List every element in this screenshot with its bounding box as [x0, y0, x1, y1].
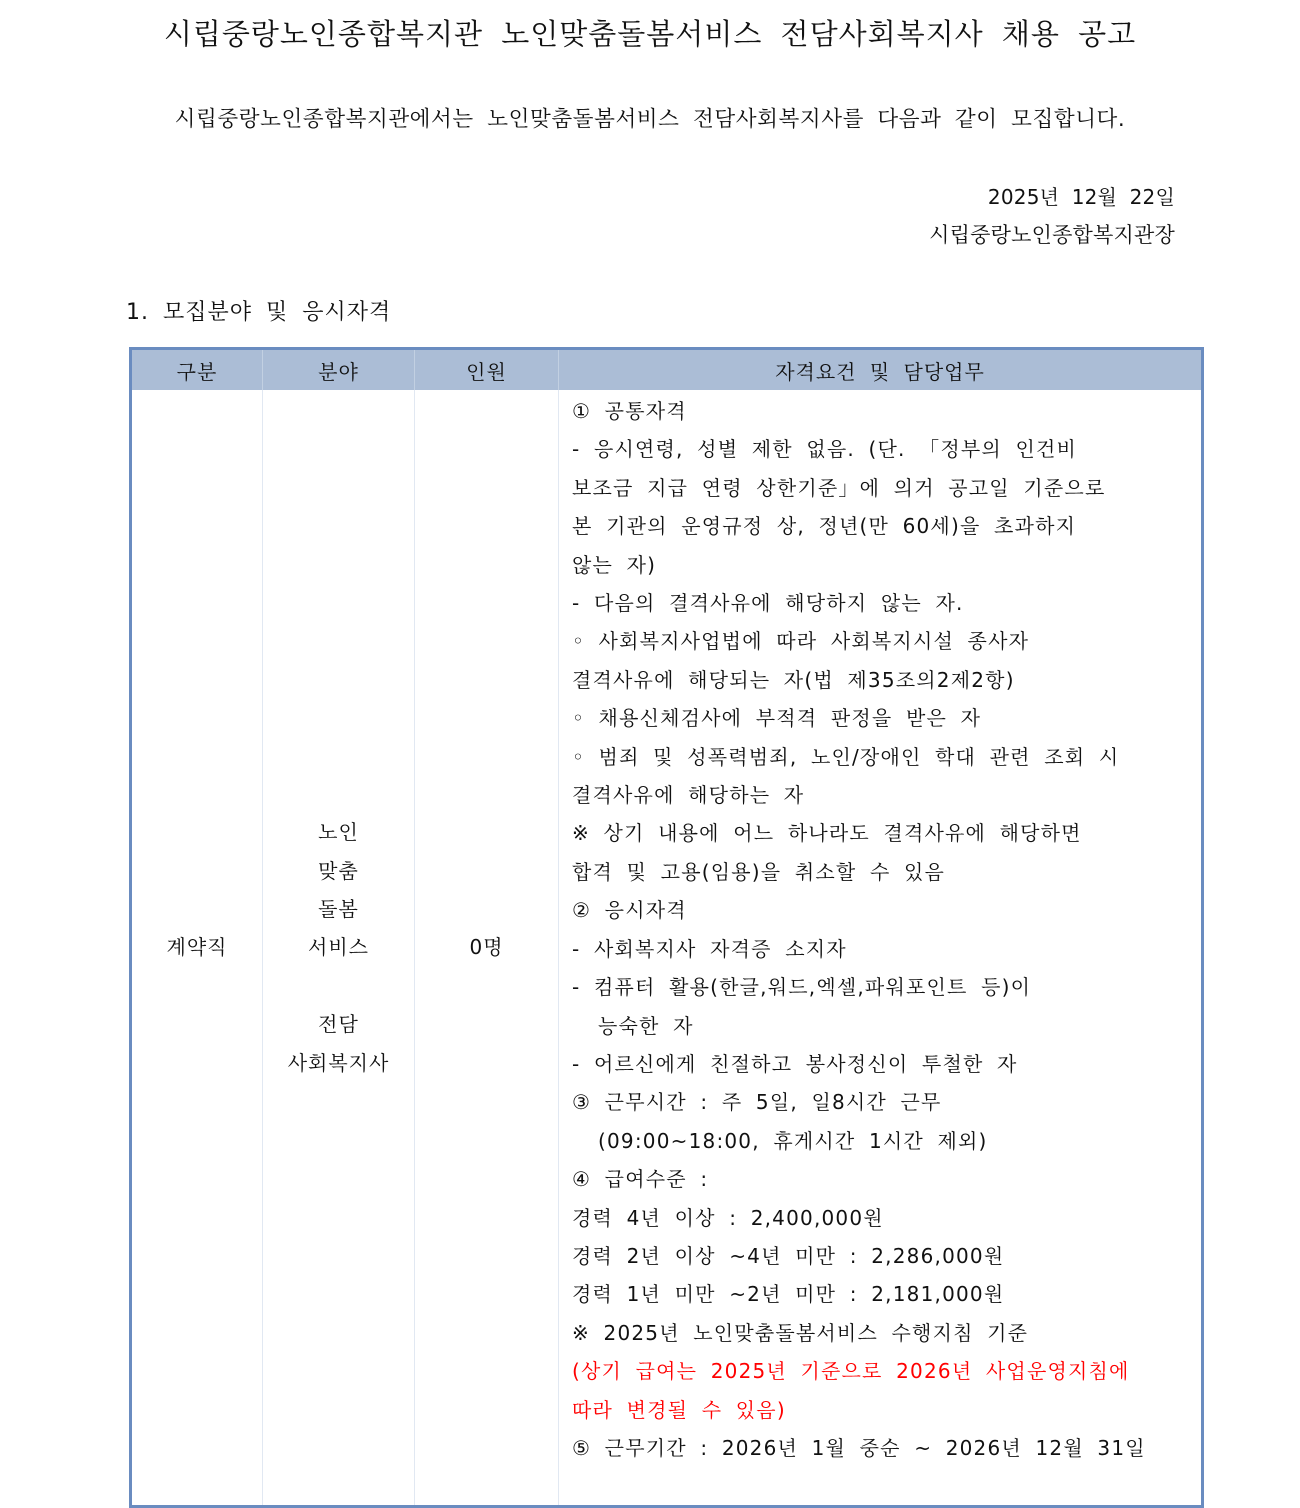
field-line: 노인: [318, 820, 359, 845]
requirement-line: ◦ 사회복지사업법에 따라 사회복지시설 종사자: [572, 629, 1030, 654]
requirement-line: ④ 급여수준 :: [572, 1167, 709, 1192]
field-line: 사회복지사: [287, 1050, 390, 1075]
header-field: 분야: [263, 349, 415, 391]
cell-field: [263, 390, 415, 1507]
requirement-line: 결격사유에 해당하는 자: [572, 783, 805, 808]
table-header-row: [131, 349, 1203, 391]
signer-name: 시립중랑노인종합복지관장: [929, 223, 1175, 247]
requirement-line: ◦ 채용신체검사에 부적격 판정을 받은 자: [572, 706, 982, 731]
document-title: 시립중랑노인종합복지관 노인맞춤돌봄서비스 전담사회복지사 채용 공고: [163, 17, 1137, 51]
requirement-line: ◦ 범죄 및 성폭력범죄, 노인/장애인 학대 관련 조회 시: [572, 744, 1120, 769]
requirement-line: 본 기관의 운영규정 상, 정년(만 60세)을 초과하지: [572, 514, 1077, 539]
requirement-line: - 컴퓨터 활용(한글,워드,엑셀,파워포인트 등)이: [572, 975, 1032, 1000]
announcement-date: 2025년 12월 22일: [987, 185, 1175, 209]
requirement-line: - 응시연령, 성별 제한 없음. (단. 「정부의 인건비: [572, 437, 1078, 462]
intro-text: 시립중랑노인종합복지관에서는 노인맞춤돌봄서비스 전담사회복지사를 다음과 같이 모집합니다.: [174, 107, 1126, 132]
table-row: [131, 390, 1203, 1507]
requirement-line: 경력 1년 미만 ~2년 미만 : 2,181,000원: [572, 1282, 1005, 1307]
requirement-line: 합격 및 고용(임용)을 취소할 수 있음: [572, 859, 946, 884]
recruitment-table: [129, 347, 1204, 1508]
salary-notice-line: (상기 급여는 2025년 기준으로 2026년 사업운영지침에: [572, 1359, 1130, 1384]
requirement-line: - 다음의 결격사유에 해당하지 않는 자.: [572, 591, 964, 616]
requirement-line: - 어르신에게 친절하고 봉사정신이 투철한 자: [572, 1051, 1018, 1076]
cell-headcount: 0명: [415, 390, 559, 1507]
requirement-line: (09:00~18:00, 휴게시간 1시간 제외): [598, 1128, 988, 1153]
requirement-line: 않는 자): [572, 552, 657, 577]
requirement-line: ② 응시자격: [572, 898, 687, 923]
field-lines: [263, 813, 414, 1082]
requirement-line: ③ 근무시간 : 주 5일, 일8시간 근무: [572, 1090, 942, 1115]
requirement-line: 결격사유에 해당되는 자(법 제35조의2제2항): [572, 667, 1015, 692]
field-line: 맞춤: [318, 858, 359, 883]
field-line: 돌봄: [318, 897, 359, 922]
requirement-line: - 사회복지사 자격증 소지자: [572, 936, 847, 961]
requirement-line: 경력 4년 이상 : 2,400,000원: [572, 1205, 884, 1230]
salary-notice-line: 따라 변경될 수 있음): [572, 1397, 786, 1422]
requirement-line: 능숙한 자: [598, 1013, 694, 1038]
requirement-line: ① 공통자격: [572, 399, 687, 423]
requirement-line: ※ 상기 내용에 어느 하나라도 결격사유에 해당하면: [572, 821, 1082, 846]
header-category: 구분: [131, 349, 263, 391]
cell-requirements: [559, 390, 1203, 1507]
requirement-line: ※ 2025년 노인맞춤돌봄서비스 수행지침 기준: [572, 1320, 1029, 1345]
header-requirements: 자격요건 및 담당업무: [559, 349, 1203, 391]
requirement-line: ⑤ 근무기간 : 2026년 1월 중순 ~ 2026년 12월 31일: [572, 1435, 1146, 1460]
section-heading: 1. 모집분야 및 응시자격: [126, 300, 392, 325]
requirement-line: 경력 2년 이상 ~4년 미만 : 2,286,000원: [572, 1243, 1005, 1268]
requirements-list: [572, 392, 1191, 1467]
header-headcount: 인원: [415, 349, 559, 391]
cell-category: 계약직: [131, 390, 263, 1507]
field-line: 전담: [318, 1012, 359, 1037]
requirement-line: 보조금 지급 연령 상한기준」에 의거 공고일 기준으로: [572, 475, 1106, 500]
field-line: 서비스: [308, 935, 369, 960]
field-gap: [263, 967, 414, 1005]
